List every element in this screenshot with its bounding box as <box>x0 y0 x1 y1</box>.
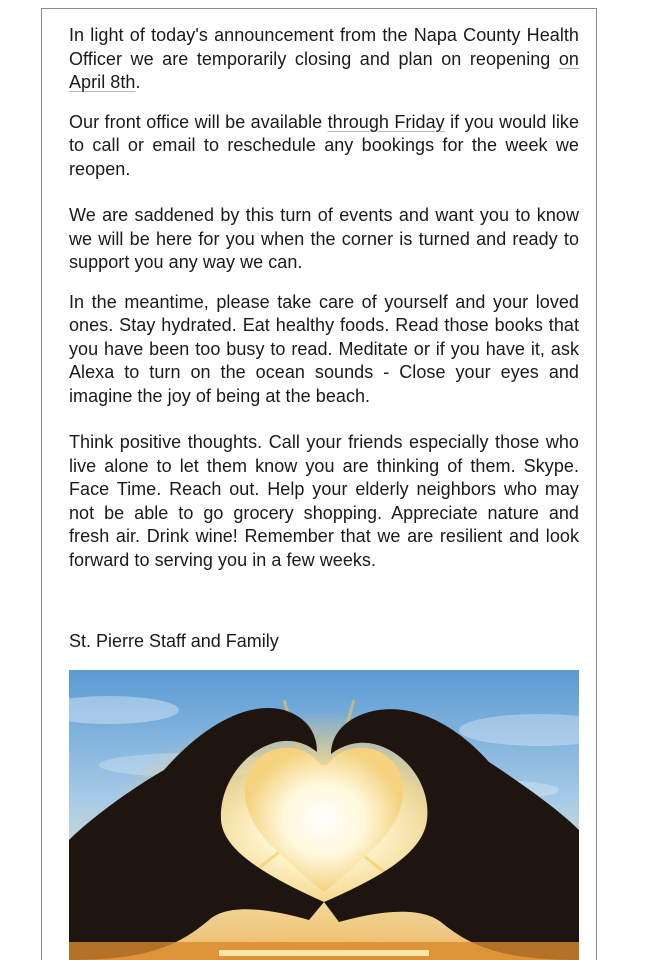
heart-hands-photo <box>69 670 579 960</box>
paragraph-announcement <box>69 24 579 95</box>
front-office-text: Our front office will be available <box>69 111 328 132</box>
signature: St. Pierre Staff and Family <box>69 631 279 651</box>
paragraph-saddened: We are saddened by this turn of events and want you to know we will be here for you when the corner is turned and ready to support you any way we can. <box>69 205 579 272</box>
paragraph-front-office <box>69 111 579 182</box>
reopening-date-link[interactable]: on April 8th <box>69 48 579 92</box>
announcement-text: In light of today's announcement from the Napa County Health Officer we are temporarily closing and plan on reopening <box>69 25 579 69</box>
heart-hands-image <box>69 670 579 960</box>
paragraph-meantime: In the meantime, please take care of yourself and your loved ones. Stay hydrated. Eat healthy foods. Read those books that you have been too busy to read. Meditate or if you have it, ask Alexa to turn on the ocean sounds - Close your eyes and imagine the joy of being at the beach. <box>69 291 579 406</box>
front-office-end: if you would like to call or email to reschedule any bookings for the week we reopen. <box>69 111 580 179</box>
announcement-end: . <box>135 72 141 92</box>
paragraph-positive-thoughts: Think positive thoughts. Call your friends especially those who live alone to let them know you are thinking of them. Skype. Face Time. Reach out. Help your elderly neighbors who may not be able to go grocery shopping. Appreciate nature and fresh air. Drink wine! Remember that we are resilient and look forward to serving you in a few weeks. <box>69 432 579 570</box>
through-friday-link[interactable]: through Friday <box>327 111 445 132</box>
letter-body <box>69 24 579 595</box>
